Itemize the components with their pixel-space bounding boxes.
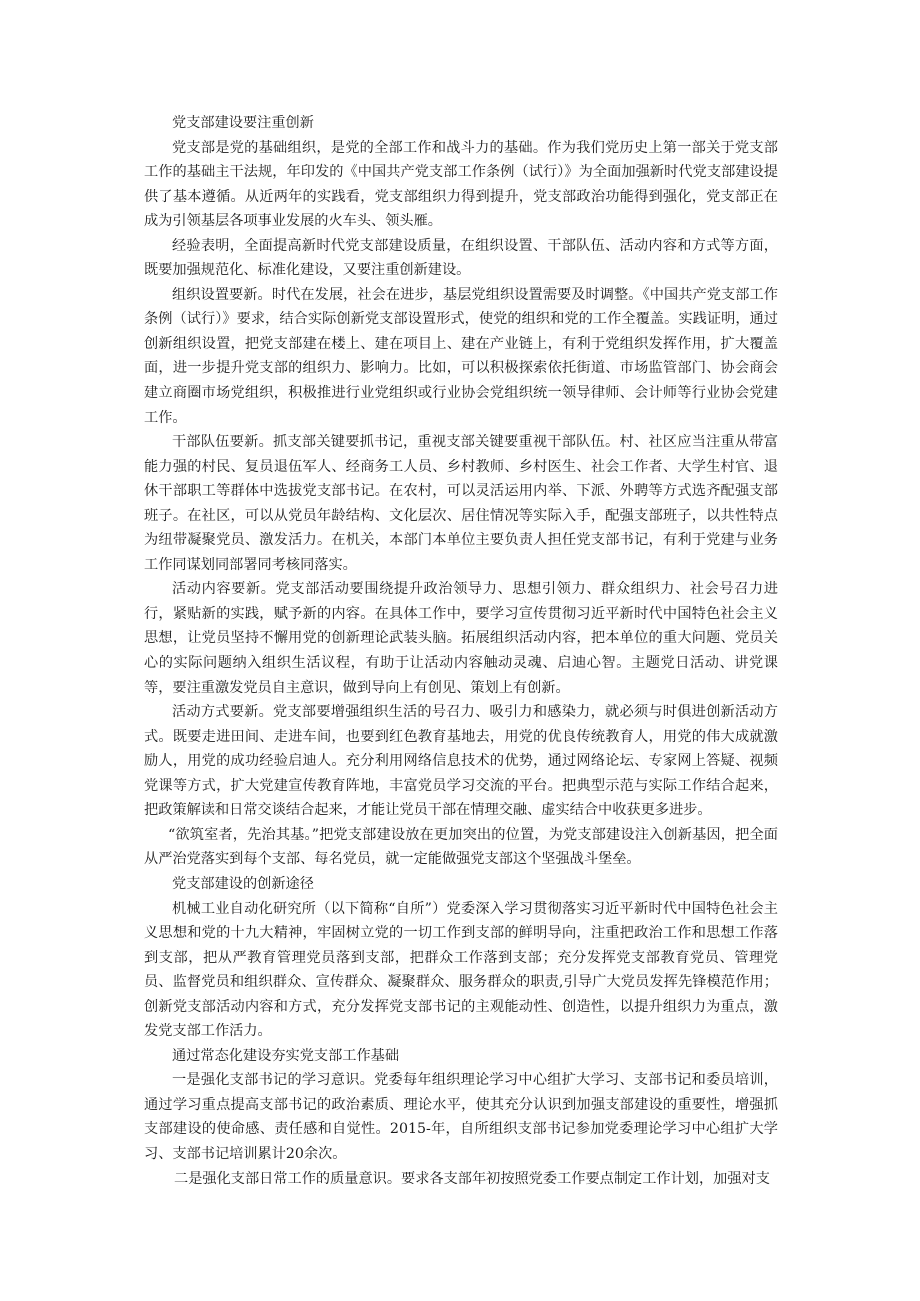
paragraph-organization-setup: 组织设置要新。时代在发展，社会在进步，基层党组织设置需要及时调整。《中国共产党支部工作条例（试行）》要求，结合实际创新党支部设置形式，使党的组织和党的工作全覆盖。实践证明，通过创新组织设置，把党支部建在楼上、建在项目上、建在产业链上，有利于党组织发挥作用，扩大覆盖面，进一步提升党支部的组织力、影响力。比如，可以积极探索依托街道、市场监管部门、协会商会建立商圈市场党组织，积极推进行业党组织或行业协会党组织统一领导律师、会计师等行业协会党建工作。: [144, 286, 778, 426]
document-page: [144, 111, 778, 1191]
section-heading-innovation: 党支部建设要注重创新: [172, 115, 314, 131]
paragraph-activity-content: 活动内容要新。党支部活动要围绕提升政治领导力、思想引领力、群众组织力、社会号召力进行，紧贴新的实践，赋予新的内容。在具体工作中，要学习宣传贯彻习近平新时代中国特色社会主义思想，让党员坚持不懈用党的创新理论武装头脑。拓展组织活动内容，把本单位的重大问题、党员关心的实际问题纳入组织生活议程，有助于让活动内容触动灵魂、启迪心智。主题党日活动、讲党课等，要注重激发党员自主意识，做到导向上有创见、策划上有创新。: [144, 581, 778, 696]
paragraph-quote-conclusion: “欲筑室者，先治其基。”把党支部建设放在更加突出的位置，为党支部建设注入创新基因，把全面从严治党落实到每个支部、每名党员，就一定能做强党支部这个坚强战斗堡垒。: [144, 826, 778, 868]
section-heading-normalized-construction: 通过常态化建设夯实党支部工作基础: [172, 1047, 400, 1064]
paragraph-experience: 经验表明，全面提高新时代党支部建设质量，在组织设置、干部队伍、活动内容和方式等方面，既要加强规范化、标准化建设，又要注重创新建设。: [144, 237, 778, 279]
paragraph-institute-committee: 机械工业自动化研究所（以下简称“自所”）党委深入学习贯彻落实习近平新时代中国特色社会主义思想和党的十九大精神，牢固树立党的一切工作到支部的鲜明导向，注重把政治工作和思想工作落到支部，把从严教育管理党员落到支部，把群众工作落到支部；充分发挥党支部教育党员、管理党员、监督党员和组织群众、宣传群众、凝聚群众、服务群众的职责,引导广大党员发挥先锋模范作用；创新党支部活动内容和方式，充分发挥党支部书记的主观能动性、创造性，以提升组织力为重点，激发党支部工作活力。: [144, 900, 778, 1040]
paragraph-secretary-learning: 一是强化支部书记的学习意识。党委每年组织理论学习中心组扩大学习、支部书记和委员培训，通过学习重点提高支部书记的政治素质、理论水平，使其充分认识到加强支部建设的重要性，增强抓支部建设的使命感、责任感和自觉性。2015-年，自所组织支部书记参加党委理论学习中心组扩大学习、支部书记培训累计20余次。: [144, 1072, 778, 1162]
paragraph-quality-awareness: 二是强化支部日常工作的质量意识。要求各支部年初按照党委工作要点制定工作计划，加强对支: [174, 1170, 770, 1187]
section-heading-innovation-paths: 党支部建设的创新途径: [172, 875, 314, 892]
paragraph-cadre-team: 干部队伍要新。抓支部关键要抓书记，重视支部关键要重视干部队伍。村、社区应当注重从带富能力强的村民、复员退伍军人、经商务工人员、乡村教师、乡村医生、社会工作者、大学生村官、退休干部职工等群体中选拔党支部书记。在农村，可以灵活运用内举、下派、外聘等方式选齐配强支部班子。在社区，可以从党员年龄结构、文化层次、居住情况等实际入手，配强支部班子，以共性特点为纽带凝聚党员、激发活力。在机关，本部门本单位主要负责人担任党支部书记，有利于党建与业务工作同谋划同部署同考核同落实。: [144, 434, 778, 573]
paragraph-branch-foundation: 党支部是党的基础组织，是党的全部工作和战斗力的基础。作为我们党历史上第一部关于党支部工作的基础主干法规，年印发的《中国共产党支部工作条例（试行）》为全面加强新时代党支部建设提供了基本遵循。从近两年的实践看，党支部组织力得到提升，党支部政治功能得到强化，党支部正在成为引领基层各项事业发展的火车头、领头雁。: [144, 139, 778, 230]
paragraph-activity-method: 活动方式要新。党支部要增强组织生活的号召力、吸引力和感染力，就必须与时俱进创新活动方式。既要走进田间、走进车间，也要到红色教育基地去，用党的优良传统教育人，用党的伟大成就激励人，用党的成功经验启迪人。充分利用网络信息技术的优势，通过网络论坛、专家网上答疑、视频党课等方式，扩大党建宣传教育阵地，丰富党员学习交流的平台。把典型示范与实际工作结合起来，把政策解读和日常交谈结合起来，才能让党员干部在情理交融、虚实结合中收获更多进步。: [144, 704, 778, 819]
